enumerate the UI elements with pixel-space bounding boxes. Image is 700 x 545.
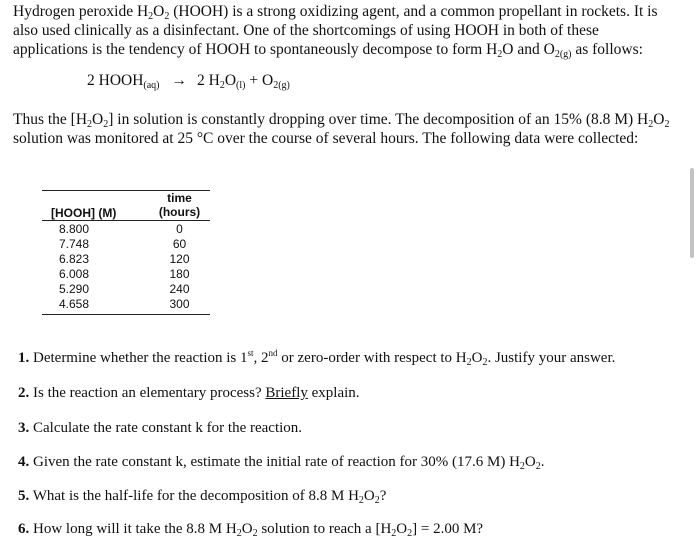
concentration-time-table [42,190,210,315]
decomposition-equation: 2 HOOH(aq) → 2 $H_2O(l) + O_2(g)$ [87,72,290,91]
reaction-arrow-icon: → [171,72,188,89]
table-row [42,297,210,315]
cell-time: 300 [169,297,190,311]
cell-concentration: 6.008 [59,267,90,281]
cell-concentration: 6.823 [59,252,90,266]
table-row [42,237,210,252]
cell-concentration: 4.658 [59,297,90,311]
question-1: 1. Determine whether the reaction is 1st, 2nd or zero-order with respect to $H_2O_2$. Justify your answer. [18,348,616,368]
cell-time: 240 [169,282,190,296]
header-time: time (hours) [158,191,201,219]
cell-time: 180 [169,267,190,281]
question-2: 2. Is the reaction an elementary process? Briefly explain. [18,385,360,401]
question-3: 3. Calculate the rate constant k for the reaction. [18,420,303,436]
table-row [42,252,210,267]
experiment-paragraph: Thus the $[H_2O_2]$ in solution is constantly dropping over time. The decomposition of an 15% (8.8 M) $H_2O_2$ solution was monitored at 25 °C over the course of several hours. The following data were collected: [13,111,670,147]
header-concentration: [HOOH] (M) [51,206,117,220]
cell-time: 0 [176,222,183,236]
table-row [42,267,210,282]
cell-concentration: 8.800 [59,222,90,236]
cell-concentration: 7.748 [59,237,90,251]
scrollbar-thumb[interactable] [690,168,694,258]
table-row [42,282,210,297]
table-row [42,221,210,238]
question-6: 6. How long will it take the 8.8 M $H_2O_2$ solution to reach a $[H_2O_2] = 2.00$ M? [18,521,484,539]
question-4: 4. Given the rate constant k, estimate the initial rate of reaction for 30% (17.6 M) $H_2O_2$. [18,454,545,472]
cell-time: 60 [172,237,187,251]
cell-concentration: 5.290 [59,282,90,296]
cell-time: 120 [169,252,190,266]
intro-paragraph: Hydrogen peroxide $H_2O_2$ (HOOH) is a strong oxidizing agent, and a common propellant in rockets. It is also used clinically as a disinfectant. One of the shortcomings of using HOOH in both of these applications is the tendency of HOOH to spontaneously decompose to form $H_2O$ and $O_{2(g)}$ as follows: [13,3,658,60]
question-5: 5. What is the half-life for the decomposition of 8.8 M $H_2O_2$? [18,488,387,506]
table-header-row [42,191,210,221]
